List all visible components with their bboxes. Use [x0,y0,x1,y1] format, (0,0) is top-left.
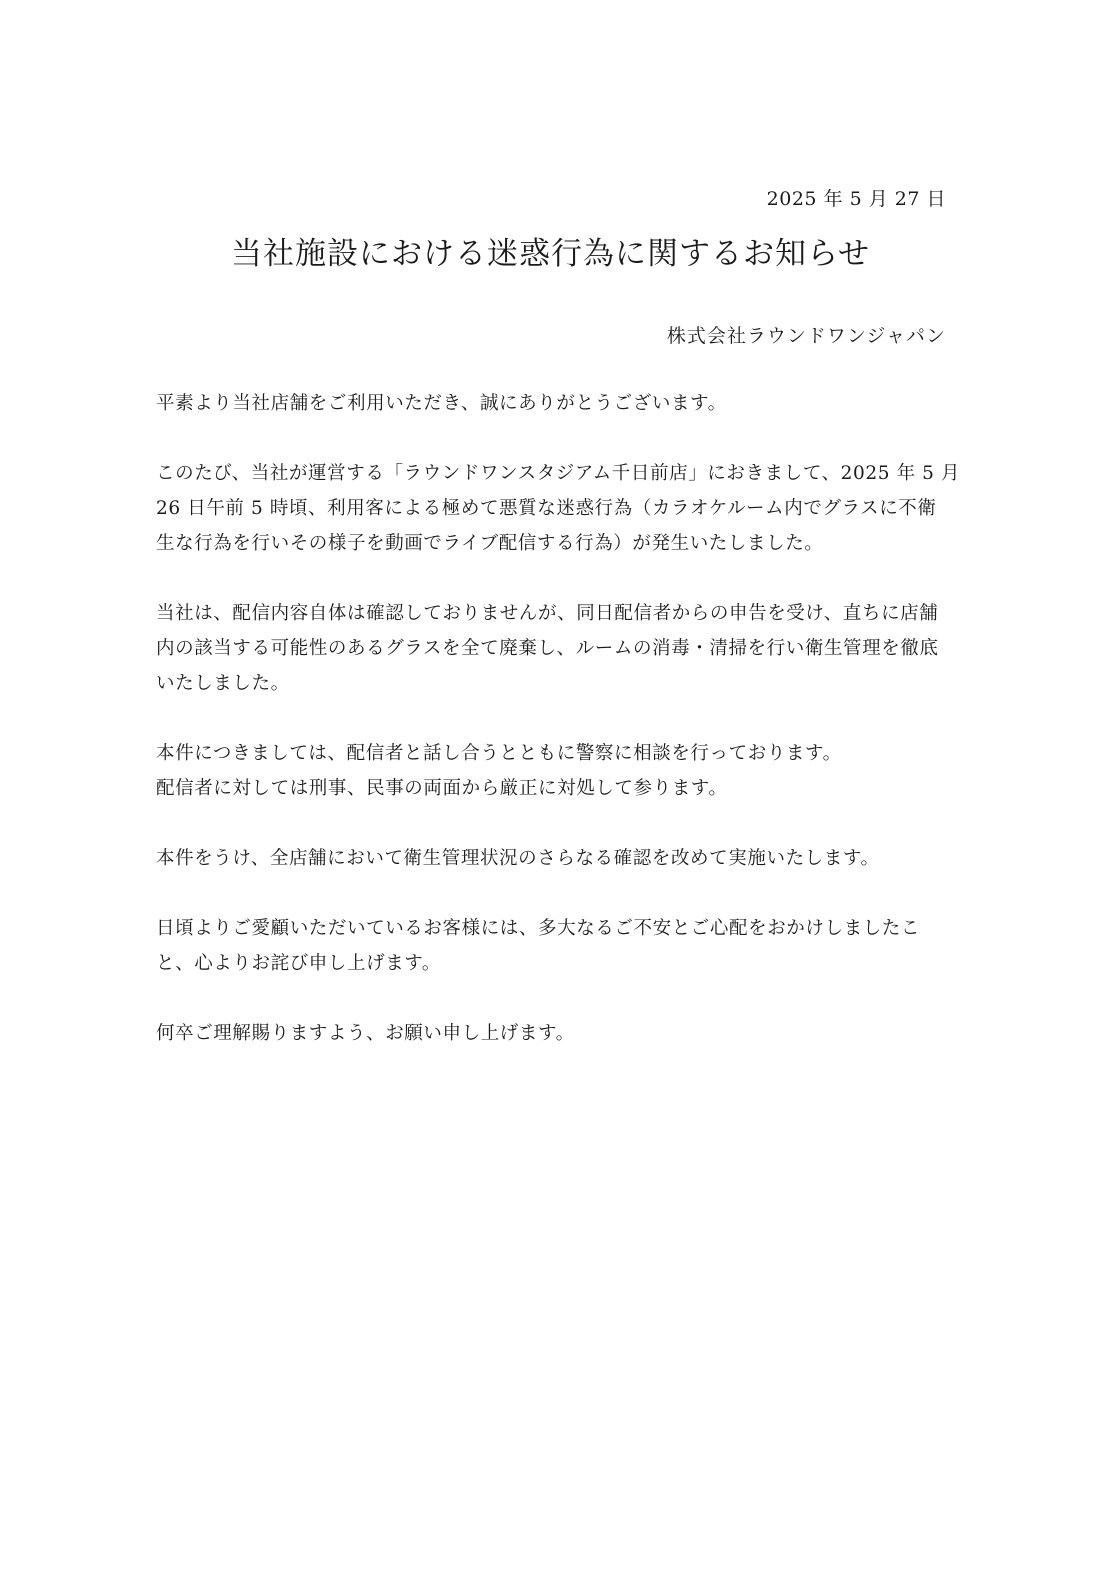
notice-title: 当社施設における迷惑行為に関するお知らせ [230,236,871,272]
paragraph-measures [156,841,956,876]
paragraph-incident [156,456,961,561]
text-line: 本件をうけ、全店舗において衛生管理状況のさらなる確認を改めて実施いたします。 [156,848,880,869]
text-line: このたび、当社が運営する「ラウンドワンスタジアム千日前店」におきまして、2025 年 5 月 [156,463,961,484]
notice-body [156,386,961,1086]
text-line: 何卒ご理解賜りますよう、お願い申し上げます。 [156,1023,575,1044]
text-line: 本件につきましては、配信者と話し合うとともに警察に相談を行っております。 [156,743,842,764]
paragraph-response [156,596,956,701]
notice-date: 2025 年 5 月 27 日 [766,188,946,210]
text-line: 平素より当社店舗をご利用いただき、誠にありがとうございます。 [156,393,727,414]
text-line: 内の該当する可能性のあるグラスを全て廃棄し、ルームの消毒・清掃を行い衛生管理を徹底 [156,638,939,659]
text-line: と、心よりお詫び申し上げます。 [156,953,442,974]
text-line: 当社は、配信内容自体は確認しておりませんが、同日配信者からの申告を受け、直ちに店舗 [156,603,939,624]
paragraph-greeting [156,386,956,421]
text-line: 26 日午前 5 時頃、利用客による極めて悪質な迷惑行為（カラオケルーム内でグラスに不衛 [156,498,937,519]
text-line: 生な行為を行いその様子を動画でライブ配信する行為）が発生いたしました。 [156,533,824,554]
text-line: 配信者に対しては刑事、民事の両面から厳正に対処して参ります。 [156,778,728,799]
paragraph-apology [156,911,956,981]
paragraph-closing [156,1016,956,1051]
company-name: 株式会社ラウンドワンジャパン [666,325,946,347]
text-line: いたしました。 [156,673,290,694]
paragraph-legal [156,736,956,806]
text-line: 日頃よりご愛顧いただいているお客様には、多大なるご不安とご心配をおかけしましたこ [156,918,921,939]
